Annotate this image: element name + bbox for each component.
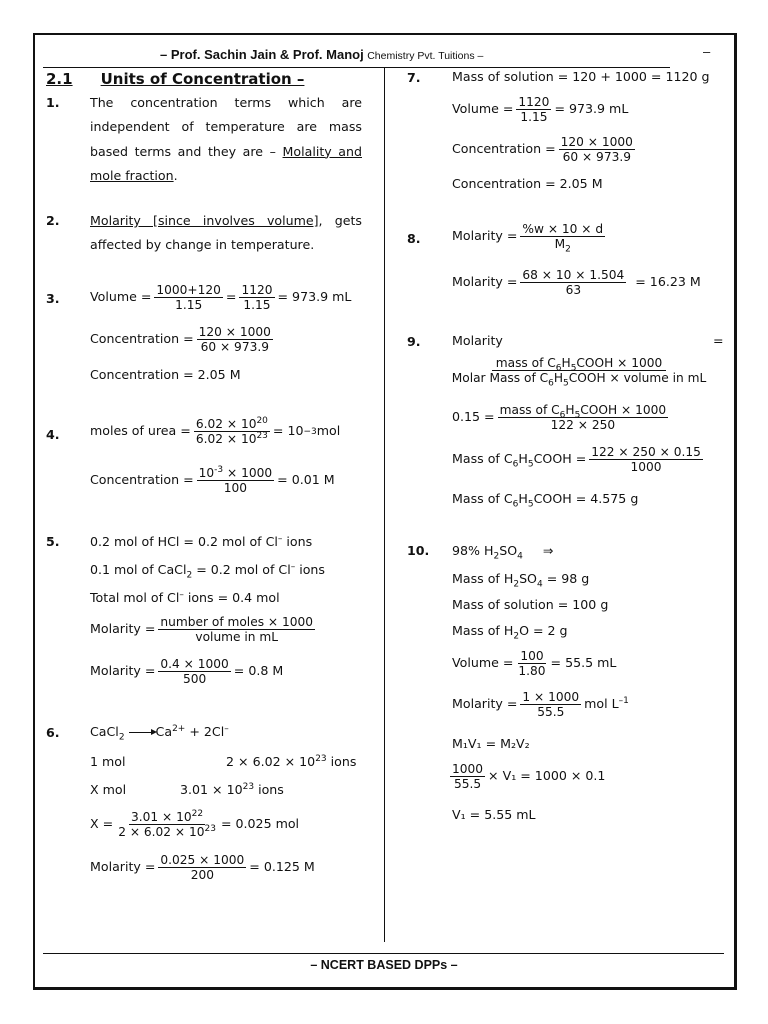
- q6-equation: [90, 723, 229, 743]
- frac-denominator: 60 × 973.9: [200, 340, 269, 355]
- q9-number: 9.: [407, 334, 421, 349]
- q8-molarity2-result: = 16.23 M: [635, 274, 701, 290]
- frac-numerator: [197, 466, 274, 481]
- header-rule: [43, 67, 670, 68]
- den-base: 6.02 × 10: [195, 432, 257, 447]
- frac-denominator: 55.5: [453, 777, 482, 792]
- q10-m1v1: M₁V₁ = M₂V₂: [452, 736, 530, 751]
- frac-numerator: 1 × 1000: [522, 690, 580, 704]
- num-base: 3.01 × 10: [131, 810, 192, 824]
- frac-denominator: 63: [565, 283, 582, 298]
- q10-molarity-label: Molarity =: [452, 696, 518, 712]
- q9-line3-frac: [589, 445, 703, 474]
- q7-volume-frac: [516, 95, 551, 124]
- subscript: 5: [527, 499, 534, 510]
- txt: SO: [519, 571, 537, 586]
- q6-row1-right: [226, 753, 357, 769]
- q3-volume-label: Volume =: [90, 289, 152, 305]
- q8-molarity-frac: [520, 222, 605, 255]
- txt: COOH × 1000: [580, 403, 667, 417]
- subscript: 2: [493, 551, 500, 562]
- txt: H: [553, 371, 564, 386]
- q5-molarity-frac: [158, 615, 315, 644]
- q5-molarity2-label: Molarity =: [90, 663, 156, 679]
- q10-volume-frac: [516, 649, 547, 678]
- txt: Mass of H: [452, 623, 514, 638]
- frac-numerator: 120 × 1000: [198, 325, 271, 339]
- txt: COOH × 1000: [576, 356, 663, 370]
- frac-denominator: [450, 371, 709, 389]
- q2-text: [90, 209, 362, 258]
- frac-numerator: 100: [520, 649, 544, 663]
- q6-x-label: X =: [90, 816, 114, 832]
- frac-numerator: 1000+120: [156, 283, 221, 297]
- q5-molarity2-frac: [158, 657, 230, 686]
- txt: COOH =: [533, 451, 587, 467]
- q5-line1-text: 0.2 mol of HCl = 0.2 mol of Cl: [90, 534, 278, 549]
- q10-dilution-rest: × V₁ = 1000 × 0.1: [488, 768, 606, 784]
- txt: mol L: [584, 696, 619, 712]
- num-exp: 20: [256, 415, 268, 426]
- q7-conc-label: Concentration =: [452, 141, 556, 157]
- header-right-mark: –: [703, 44, 711, 59]
- q7-conc-frac: [559, 135, 635, 164]
- section-number: 2.1: [46, 70, 73, 88]
- page-footer: – NCERT BASED DPPs –: [310, 958, 458, 972]
- txt: H: [518, 451, 528, 467]
- q10-volume-label: Volume =: [452, 655, 514, 671]
- q6-x-line: [90, 810, 299, 839]
- q1-end: .: [173, 167, 178, 183]
- exponent: 23: [315, 753, 327, 764]
- subscript: 2: [186, 570, 193, 581]
- q3-conc-label: Concentration =: [90, 331, 194, 347]
- q5-molarity-label: Molarity =: [90, 621, 156, 637]
- q8-molarity2-line: [452, 268, 701, 297]
- q8-molarity-label: Molarity =: [452, 228, 518, 244]
- frac-numerator: 122 × 250 × 0.15: [591, 445, 701, 459]
- q5-line3-end: ions = 0.4 mol: [183, 590, 280, 605]
- q6-x-result: = 0.025 mol: [220, 816, 300, 832]
- q9-molarity-label: Molarity: [452, 333, 503, 348]
- q4-moles-label: moles of urea =: [90, 423, 191, 439]
- q4-moles-line: moles of urea = $\frac{6.02 \times 10^{20}}{6.02 \times 10^{23}}$ = 10 −3 mol: [90, 415, 341, 447]
- frac-numerator: [194, 417, 270, 432]
- frac-denominator: 60 × 973.9: [562, 150, 631, 165]
- den-exp: 23: [256, 430, 268, 441]
- header-subtitle: Chemistry Pvt. Tuitions –: [367, 50, 484, 62]
- implies-arrow-icon: ⇒: [542, 543, 554, 558]
- exponent: –1: [618, 696, 629, 707]
- charge: –: [290, 561, 296, 572]
- frac-denominator: 1.80: [518, 664, 546, 679]
- subscript: 6: [555, 363, 562, 374]
- q6-eq-product2: + 2Cl: [185, 724, 225, 739]
- txt: = 98 g: [542, 571, 590, 586]
- num-rest: × 1000: [223, 466, 273, 480]
- q10-molarity-line: [452, 690, 629, 719]
- q3-conc-frac: [197, 325, 273, 354]
- subscript: 2: [513, 579, 520, 590]
- q5-molarity2-result: = 0.8 M: [233, 663, 284, 679]
- subscript: 5: [574, 410, 581, 421]
- frac-denominator: 200: [190, 868, 214, 883]
- q1-number: 1.: [46, 95, 60, 110]
- q4-number: 4.: [46, 427, 60, 442]
- q5-line2-a: 0.1 mol of CaCl: [90, 562, 187, 577]
- subscript: 2: [118, 732, 125, 743]
- frac-denominator: 100: [223, 481, 248, 496]
- q6-row2-value: 3.01 × 10: [180, 782, 243, 797]
- txt: 98% H: [452, 543, 494, 558]
- frac-numerator: number of moles × 1000: [160, 615, 314, 629]
- q6-row1-unit: ions: [326, 754, 357, 769]
- q3-number: 3.: [46, 291, 60, 306]
- q6-molarity-line: [90, 853, 315, 882]
- q5-molarity-line: [90, 615, 318, 644]
- q6-row2-right: [180, 781, 284, 797]
- txt: H: [518, 491, 528, 506]
- q6-row2-left: X mol: [90, 782, 127, 797]
- q6-row1-left: 1 mol: [90, 754, 126, 769]
- q5-molarity2-line: [90, 657, 283, 686]
- q9-line2: [452, 403, 671, 432]
- charge: –: [277, 533, 283, 544]
- q3-conc-line: [90, 325, 276, 354]
- frac-numerator: 1000: [452, 762, 484, 776]
- q9-line2-frac: [498, 403, 669, 432]
- q10-volume-result: = 55.5 mL: [550, 655, 617, 671]
- q5-line2-b: = 0.2 mol of Cl: [192, 562, 291, 577]
- q4-moles-frac: [194, 417, 270, 446]
- q5-line1-end: ions: [282, 534, 313, 549]
- q5-line3: [90, 589, 280, 605]
- q5-number: 5.: [46, 534, 60, 549]
- reaction-arrow-icon: [129, 732, 155, 733]
- txt: H: [565, 403, 575, 417]
- frac-numerator: 1120: [518, 95, 550, 109]
- subscript: 6: [512, 499, 519, 510]
- frac-numerator: 0.4 × 1000: [160, 657, 229, 671]
- frac-numerator: 0.025 × 1000: [160, 853, 245, 867]
- q8-molarity2-label: Molarity =: [452, 274, 518, 290]
- q7-volume-line: [452, 95, 628, 124]
- q6-row2-unit: ions: [254, 782, 284, 797]
- q9-equals: =: [713, 333, 724, 348]
- q2-rest: , gets affected by change in temperature.: [90, 213, 362, 253]
- q3-volume-line: [90, 283, 351, 312]
- q8-number: 8.: [407, 231, 421, 246]
- q9-big-frac: [450, 356, 709, 389]
- q10-molarity-frac: [520, 690, 581, 719]
- header-authors: – Prof. Sachin Jain & Prof. Manoj: [160, 47, 364, 62]
- q6-row1-value: 2 × 6.02 × 10: [226, 754, 316, 769]
- footer-rule: [43, 953, 724, 954]
- q9-line3-label: [452, 451, 587, 470]
- q3-volume-frac2: [239, 283, 274, 312]
- txt: O = 2 g: [519, 623, 568, 638]
- section-heading: [46, 72, 304, 87]
- frac-numerator: 1120: [241, 283, 273, 297]
- frac-denominator: 122 × 250: [550, 418, 616, 433]
- q5-line2-end: ions: [295, 562, 325, 577]
- q7-volume-result: = 973.9 mL: [554, 101, 629, 117]
- q6-molarity-frac: [158, 853, 246, 882]
- charge: –: [179, 589, 184, 600]
- txt: SO: [499, 543, 518, 558]
- q10-v1-result: V₁ = 5.55 mL: [452, 807, 536, 822]
- txt: Molar Mass of C: [451, 371, 549, 386]
- equals: =: [225, 289, 237, 305]
- q4-moles-unit: mol: [316, 423, 341, 439]
- q7-line1: Mass of solution = 120 + 1000 = 1120 g: [452, 69, 710, 84]
- subscript: 2: [565, 244, 571, 255]
- txt: Mass of C: [452, 491, 513, 506]
- q10-volume-line: [452, 649, 616, 678]
- txt: mass of C: [495, 356, 556, 370]
- q4-moles-result: = 10: [272, 423, 304, 439]
- charge: 2+: [172, 723, 186, 734]
- txt: H: [561, 356, 571, 370]
- q6-molarity-label: Molarity =: [90, 859, 156, 875]
- q10-line1: [452, 543, 554, 562]
- frac-numerator: %w × 10 × d: [522, 222, 604, 236]
- num-base: 10: [198, 466, 215, 480]
- subscript: 4: [536, 579, 543, 590]
- q10-number: 10.: [407, 543, 430, 558]
- q2-underlined: Molarity [since involves volume]: [90, 213, 319, 228]
- q5-line1: [90, 533, 313, 549]
- q3-volume-frac1: [154, 283, 223, 312]
- q8-molarity-line: [452, 222, 608, 255]
- q6-molarity-result: = 0.125 M: [249, 859, 315, 875]
- subscript: 6: [559, 410, 566, 421]
- q9-line3: [452, 445, 706, 474]
- subscript: 6: [548, 378, 554, 389]
- subscript: 6: [512, 459, 519, 470]
- q6-eq-reactant: CaCl: [90, 724, 119, 739]
- q4-conc-label: Concentration =: [90, 472, 194, 488]
- q9-big-frac-wrap: [451, 356, 707, 389]
- section-title: Units of Concentration –: [100, 70, 305, 88]
- q4-conc-line: [90, 466, 335, 495]
- q3-volume-result: = 973.9 mL: [277, 289, 352, 305]
- q5-line3-a: Total mol of Cl: [90, 590, 180, 605]
- frac-denominator: 1.15: [520, 110, 548, 125]
- page-header: [160, 47, 483, 62]
- exponent: 23: [242, 781, 255, 792]
- den-exp: 23: [204, 823, 216, 834]
- q1-body: The concentration terms which are independent of temperature are mass based terms and they are –: [90, 95, 362, 159]
- q10-dilution-line: [450, 762, 605, 791]
- q8-molarity2-frac: [520, 268, 626, 297]
- frac-denominator: 1.15: [175, 298, 203, 313]
- frac-numerator: 120 × 1000: [560, 135, 633, 149]
- txt: Mass of H: [452, 571, 514, 586]
- q1-text: [90, 91, 362, 188]
- q2-number: 2.: [46, 213, 60, 228]
- frac-denominator: 1000: [630, 460, 662, 475]
- q6-eq-product1: Ca: [155, 724, 173, 739]
- den-base: 2 × 6.02 × 10: [118, 825, 205, 840]
- charge: –: [224, 723, 229, 734]
- frac-numerator: 68 × 10 × 1.504: [522, 268, 625, 282]
- frac-numerator: [129, 810, 205, 825]
- q10-line3: Mass of solution = 100 g: [452, 597, 609, 612]
- subscript: 2: [513, 631, 520, 642]
- q10-molarity-unit: [584, 698, 629, 711]
- txt: mass of C: [499, 403, 560, 417]
- frac-denominator: [116, 825, 218, 839]
- q7-conc-result: Concentration = 2.05 M: [452, 176, 603, 191]
- q4-conc-frac: [197, 466, 274, 495]
- num-base: 6.02 × 10: [195, 417, 257, 431]
- frac-denominator: 500: [182, 672, 207, 687]
- q1-underlined: Molality and mole fraction: [90, 143, 362, 183]
- q7-number: 7.: [407, 70, 421, 85]
- q7-volume-label: Volume =: [452, 101, 514, 117]
- subscript: 4: [517, 551, 523, 562]
- q9-line4: [452, 491, 639, 510]
- q6-number: 6.: [46, 725, 60, 740]
- q4-conc-result: = 0.01 M: [277, 472, 335, 488]
- q10-line4: [452, 623, 568, 642]
- num-exp: -3: [214, 464, 224, 475]
- txt: Mass of C: [452, 451, 513, 467]
- q10-dilution-frac: [450, 762, 485, 791]
- subscript: 5: [527, 459, 534, 470]
- frac-denominator: [194, 432, 270, 446]
- q10-line2: [452, 571, 590, 590]
- frac-numerator: [498, 403, 669, 421]
- q7-conc-line: [452, 135, 638, 164]
- den-base: M: [554, 237, 566, 252]
- txt: COOH × volume in mL: [568, 371, 707, 386]
- num-exp: 22: [191, 808, 204, 819]
- txt: COOH = 4.575 g: [533, 491, 639, 506]
- frac-denominator: 1.15: [243, 298, 271, 313]
- frac-numerator: [492, 356, 667, 374]
- subscript: 5: [563, 378, 569, 389]
- q3-conc-result: Concentration = 2.05 M: [90, 367, 241, 382]
- subscript: 5: [570, 363, 577, 374]
- frac-denominator: volume in mL: [195, 630, 279, 645]
- frac-denominator: [553, 237, 573, 255]
- column-divider: [384, 67, 385, 942]
- q5-line2: [90, 561, 325, 581]
- q6-x-frac: [116, 810, 218, 839]
- frac-denominator: 55.5: [537, 705, 565, 720]
- q9-line2-label: 0.15 =: [452, 409, 495, 425]
